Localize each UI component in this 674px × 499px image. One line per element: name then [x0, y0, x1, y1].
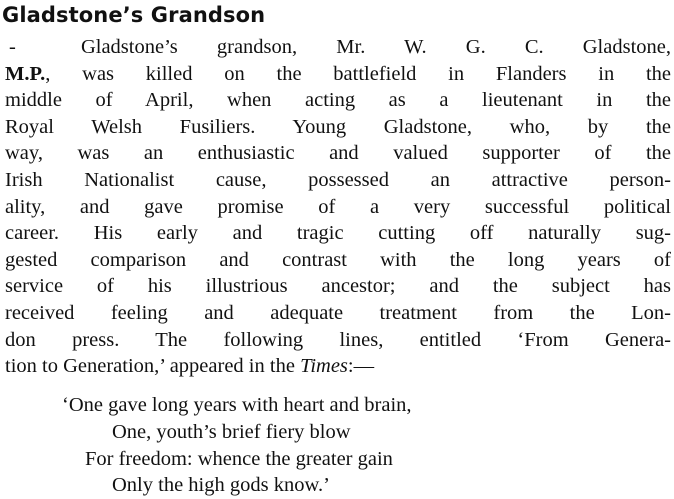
article-body — [5, 34, 671, 380]
body-line-13 — [5, 353, 671, 380]
verse-line-3: For freedom: whence the greater gain — [85, 448, 393, 470]
body-line-text: Gladstone’s grandson, Mr. W. G. C. Gladstone, — [80, 36, 671, 58]
body-line-8: career. His early and tragic cutting off naturally sug- — [5, 222, 671, 245]
body-line-3: middle of April, when acting as a lieutenant in the — [5, 89, 671, 112]
body-line-12: don press. The following lines, entitled ‘From Genera- — [5, 328, 671, 351]
body-line-text: , was killed on the battlefield in Flanders in the — [45, 62, 671, 85]
verse-line-1: ‘One gave long years with heart and brain, — [62, 394, 412, 416]
line-lead-dash: - — [9, 36, 55, 58]
verse-line-4: Only the high gods know.’ — [112, 474, 330, 496]
body-line-4: Royal Welsh Fusiliers. Young Gladstone, who, by the — [5, 115, 671, 138]
body-line-tail: :— — [347, 355, 375, 378]
body-line-10: service of his illustrious ancestor; and the subject has — [5, 275, 671, 298]
body-line-9: gested comparison and contrast with the long years of — [5, 248, 671, 271]
times-newspaper-name: Times — [300, 355, 348, 378]
body-line-5: way, was an enthusiastic and valued supporter of the — [5, 142, 671, 165]
body-line-6: Irish Nationalist cause, possessed an attractive person- — [5, 168, 671, 191]
body-line-text: tion to Generation,’ appeared in the — [5, 355, 301, 378]
verse-line-2: One, youth’s brief fiery blow — [112, 421, 351, 443]
body-line-7: ality, and gave promise of a very successful political — [5, 195, 671, 218]
body-line-2 — [5, 61, 671, 88]
article-headline: Gladstone’s Grandson — [2, 3, 266, 27]
mp-abbreviation: M.P. — [5, 62, 46, 85]
body-line-1 — [5, 34, 671, 61]
body-line-11: received feeling and adequate treatment from the Lon- — [5, 301, 671, 324]
